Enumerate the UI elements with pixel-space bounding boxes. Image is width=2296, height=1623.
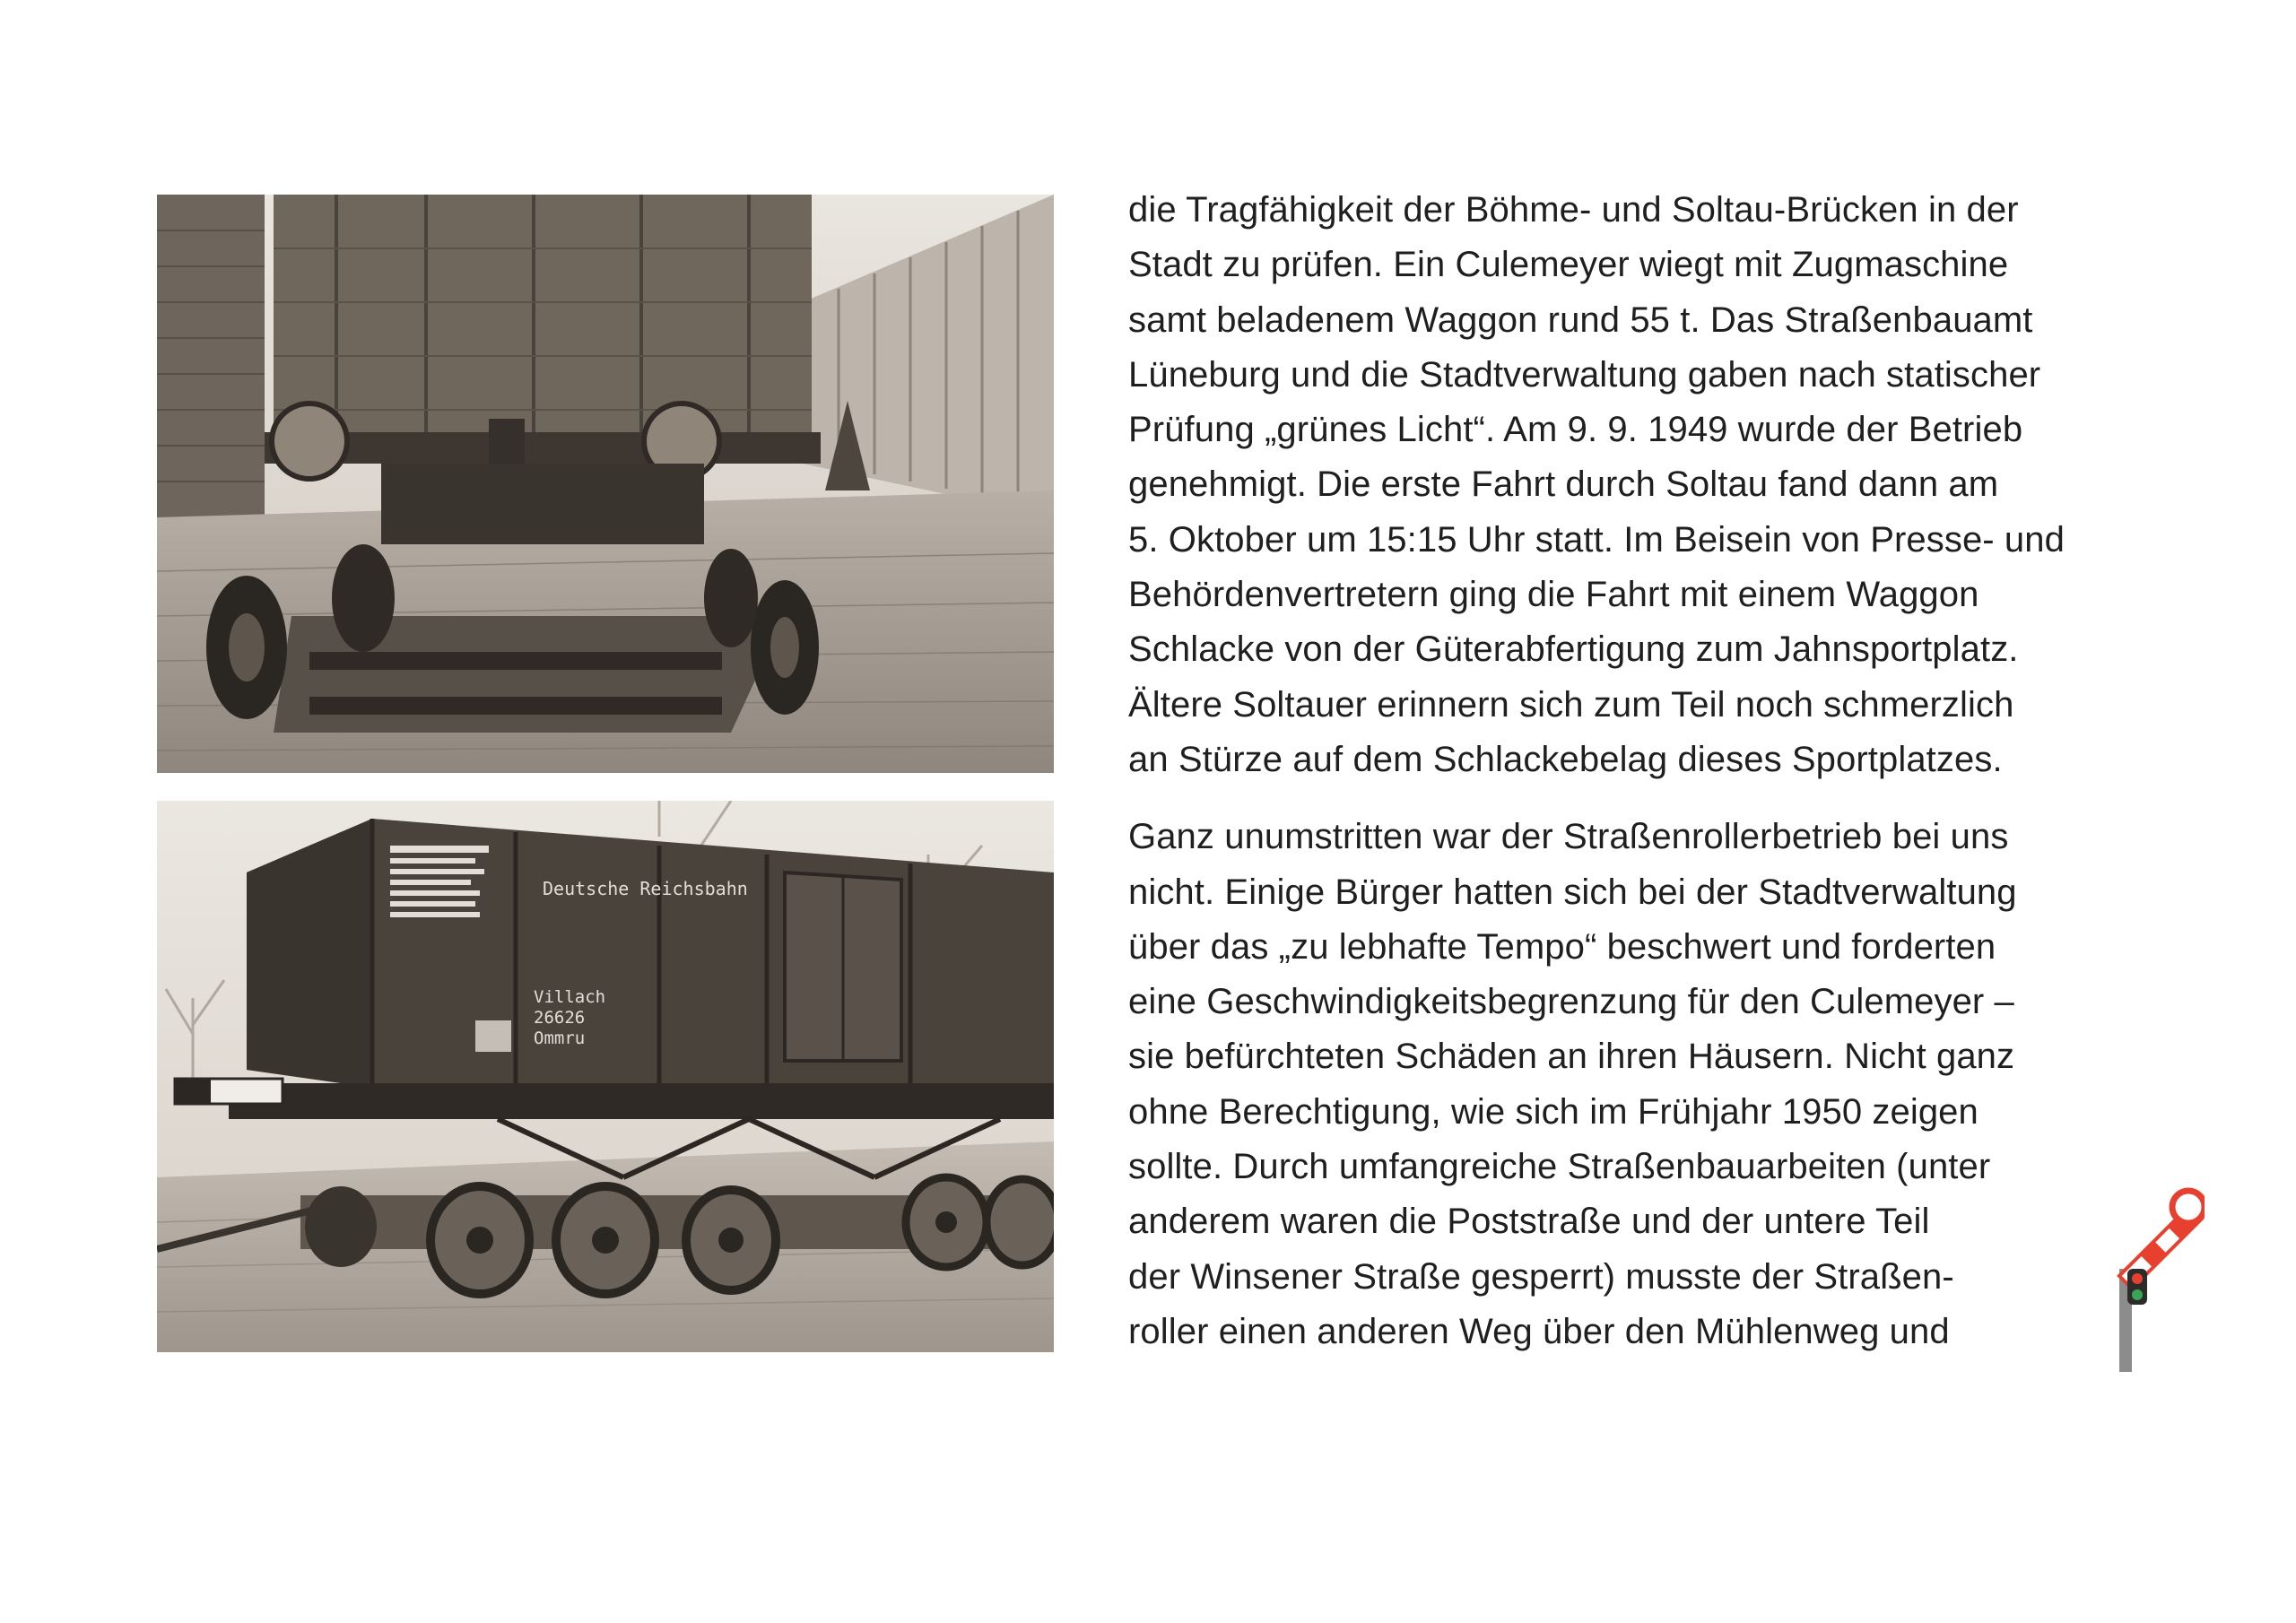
body-text-column bbox=[1128, 183, 2227, 1359]
text-line: Stadt zu prüfen. Ein Culemeyer wiegt mit Zugmaschine bbox=[1128, 245, 2009, 285]
text-line: die Tragfähigkeit der Böhme- und Soltau-Brücken in der bbox=[1128, 190, 2019, 230]
wagon-marking-station: Villach bbox=[534, 987, 606, 1007]
photo-bottom-illustration bbox=[157, 801, 1054, 1352]
text-line: 5. Oktober um 15:15 Uhr statt. Im Beisein von Presse- und bbox=[1128, 519, 2065, 560]
text-line: der Winsener Straße gesperrt) musste der Straßen- bbox=[1128, 1256, 1954, 1297]
text-line: über das „zu lebhafte Tempo“ beschwert und forderten bbox=[1128, 926, 1996, 967]
paragraph-2 bbox=[1128, 810, 2227, 1359]
photo-wagon-deutsche-reichsbahn-on-culemeyer bbox=[157, 801, 1054, 1352]
text-line: nicht. Einige Bürger hatten sich bei der Stadtverwaltung bbox=[1128, 872, 2017, 912]
text-line: Behördenvertretern ging die Fahrt mit einem Waggon bbox=[1128, 575, 1979, 615]
text-line: anderem waren die Poststraße und der untere Teil bbox=[1128, 1202, 1930, 1242]
wagon-marking-number: 26626 bbox=[534, 1008, 586, 1028]
text-line: sollte. Durch umfangreiche Straßenbauarbeiten (unter bbox=[1128, 1147, 1991, 1187]
wagon-marking-railway: Deutsche Reichsbahn bbox=[543, 878, 748, 899]
text-line: Lüneburg und die Stadtverwaltung gaben nach statischer bbox=[1128, 354, 2041, 395]
text-line: Ganz unumstritten war der Straßenrollerbetrieb bei uns bbox=[1128, 817, 2009, 857]
text-line: sie befürchteten Schäden an ihren Häusern. Nicht ganz bbox=[1128, 1037, 2015, 1077]
text-line: samt beladenem Waggon rund 55 t. Das Straßenbauamt bbox=[1128, 299, 2033, 340]
photo-top-illustration bbox=[157, 195, 1054, 773]
semaphore-signal-icon bbox=[2106, 1184, 2205, 1372]
text-line: genehmigt. Die erste Fahrt durch Soltau fand dann am bbox=[1128, 464, 1999, 505]
text-line: Ältere Soltauer erinnern sich zum Teil noch schmerzlich bbox=[1128, 684, 2014, 725]
text-line: an Stürze auf dem Schlackebelag dieses Sportplatzes. bbox=[1128, 739, 2003, 779]
text-line: eine Geschwindigkeitsbegrenzung für den Culemeyer – bbox=[1128, 982, 2014, 1022]
text-line: Schlacke von der Güterabfertigung zum Jahnsportplatz. bbox=[1128, 629, 2019, 670]
text-line: ohne Berechtigung, wie sich im Frühjahr 1950 zeigen bbox=[1128, 1091, 1979, 1132]
paragraph-1 bbox=[1128, 183, 2227, 787]
wagon-marking-class: Ommru bbox=[534, 1028, 586, 1048]
photo-wagon-rear-on-road-roller bbox=[157, 195, 1054, 773]
text-line: Prüfung „grünes Licht“. Am 9. 9. 1949 wurde der Betrieb bbox=[1128, 410, 2023, 450]
text-line: roller einen anderen Weg über den Mühlenweg und bbox=[1128, 1311, 1950, 1351]
